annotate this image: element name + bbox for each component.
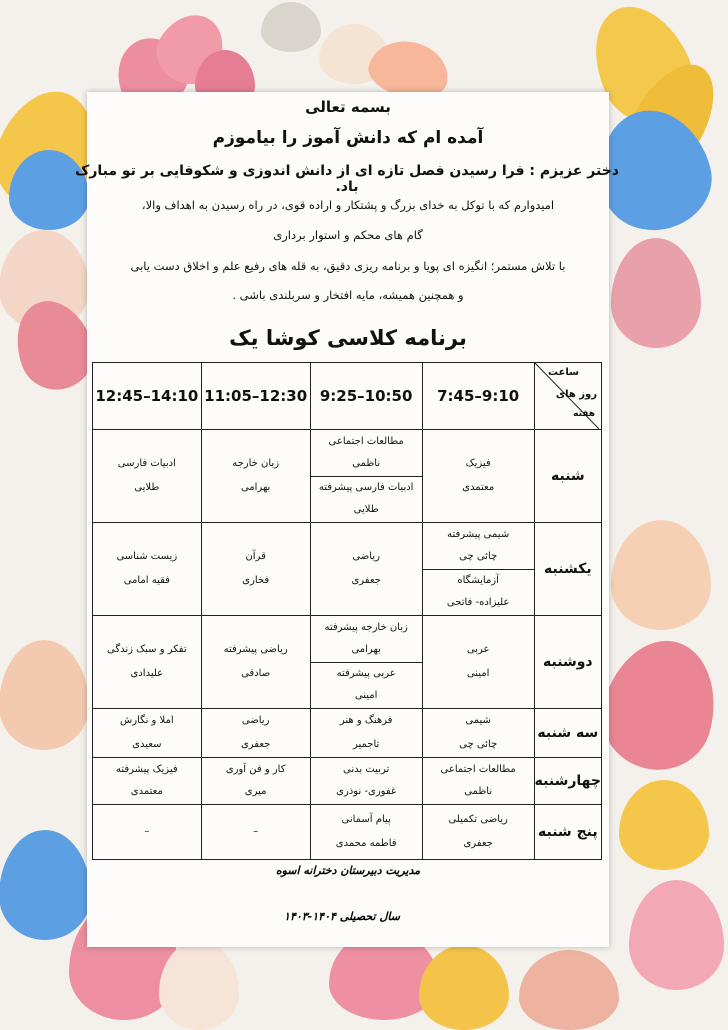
class-cell <box>423 430 535 523</box>
motto-heading: آمده ام که دانش آموز را بیاموزم <box>213 128 485 148</box>
subject: فیزیک پیشرفته <box>117 764 179 775</box>
table-row <box>94 709 603 758</box>
teacher: معتمدی <box>463 482 496 493</box>
class-cell <box>94 805 203 860</box>
class-cell <box>423 569 535 616</box>
class-cell <box>202 616 311 709</box>
subject: زبان خارجه <box>233 458 281 469</box>
teacher: ناظمی <box>465 786 494 797</box>
teacher: چائی چی <box>460 739 499 750</box>
subject: کار و فن آوری <box>226 764 287 775</box>
schedule-table <box>93 362 603 860</box>
day-cell: شنبه <box>535 430 602 523</box>
class-cell <box>94 523 203 616</box>
academic-year: سال تحصیلی ۱۴۰۴-۱۴۰۳ <box>285 910 401 923</box>
corner-days-label: روز های <box>556 389 598 400</box>
class-cell <box>311 430 423 477</box>
class-cell <box>311 805 423 860</box>
table-row <box>94 523 603 570</box>
teacher: علیدادی <box>131 668 165 679</box>
teacher: فخاری <box>243 575 271 586</box>
class-cell <box>423 758 535 805</box>
time-header: 12:45–14:10 <box>94 363 203 430</box>
teacher: جعفری <box>241 739 272 750</box>
subject: ریاضی <box>242 715 271 726</box>
time-header: 9:25–10:50 <box>311 363 423 430</box>
day-cell: یکشنبه <box>535 523 602 616</box>
corner-time-label: ساعت <box>548 367 580 378</box>
teacher: طلایی <box>135 482 161 493</box>
table-row <box>94 805 603 860</box>
teacher: فاطمه محمدی <box>336 838 398 849</box>
teacher: چائی چی <box>460 550 499 562</box>
subject: عربی پیشرفته <box>337 668 397 680</box>
teacher: بهرامی <box>241 482 272 493</box>
subject: ریاضی پیشرفته <box>224 644 289 655</box>
subject: تفکر و سبک زندگی <box>108 644 188 655</box>
subject: شیمی <box>466 715 492 726</box>
class-cell <box>423 523 535 570</box>
message-line-3: با تلاش مستمر؛ انگیزه ای پویا و برنامه ریزی دقیق، به قله های رفیع علم و اخلاق دست یابی <box>131 259 567 273</box>
subject: املا و نگارش <box>120 715 175 726</box>
class-cell <box>94 709 203 758</box>
table-row <box>94 616 603 663</box>
class-cell <box>311 662 423 709</box>
class-cell <box>202 430 311 523</box>
greeting-line: دختر عزیزم : فرا رسیدن فصل تازه ای از دانش اندوزی و شکوفایی بر تو مبارک باد. <box>76 163 620 195</box>
teacher: فقیه امامی <box>124 575 171 586</box>
time-header: 7:45–9:10 <box>423 363 535 430</box>
subject: آزمایشگاه <box>458 575 500 587</box>
subject: فیزیک <box>466 458 492 469</box>
teacher: صادقی <box>242 668 272 679</box>
school-signature: مدیریت دبیرستان دخترانه اسوه <box>276 864 422 877</box>
subject: ریاضی تکمیلی <box>449 814 509 825</box>
subject: ادبیات فارسی پیشرفته <box>319 482 415 494</box>
subject: عربی <box>467 644 491 655</box>
teacher: علیزاده- فاتحی <box>447 597 511 609</box>
class-cell <box>311 758 423 805</box>
teacher: غفوری- نوذری <box>337 786 398 797</box>
subject: فرهنگ و هنر <box>340 715 394 726</box>
subject: مطالعات اجتماعی <box>329 435 405 447</box>
class-cell <box>423 616 535 709</box>
table-row <box>94 758 603 805</box>
class-cell <box>94 758 203 805</box>
subject: ادبیات فارسی <box>118 458 177 469</box>
day-cell: چهارشنبه <box>535 758 602 805</box>
subject: پیام آسمانی <box>342 814 392 825</box>
teacher: امینی <box>355 690 379 702</box>
class-cell <box>202 758 311 805</box>
teacher: تاجمیر <box>353 739 381 750</box>
schedule-title: برنامه کلاسی کوشا یک <box>230 326 468 350</box>
class-cell <box>311 523 423 616</box>
subject: زیست شناسی <box>117 551 179 562</box>
subject: مطالعات اجتماعی <box>441 764 517 775</box>
subject: ریاضی <box>353 551 381 562</box>
subject: تربیت بدنی <box>344 764 391 775</box>
class-cell <box>202 523 311 616</box>
class-cell <box>202 709 311 758</box>
teacher: معتمدی <box>131 786 164 797</box>
empty-slot: – <box>254 826 260 837</box>
class-cell <box>311 616 423 663</box>
class-cell <box>94 430 203 523</box>
class-cell <box>423 709 535 758</box>
time-header: 11:05–12:30 <box>202 363 311 430</box>
teacher: ناظمی <box>353 457 382 469</box>
table-header-row <box>94 363 603 430</box>
class-cell <box>311 476 423 523</box>
empty-slot: – <box>145 826 151 837</box>
message-line-2: گام های محکم و استوار برداری <box>274 228 424 242</box>
message-line-1: امیدوارم که با توکل به خدای بزرگ و پشتکار و اراده قوی، در راه رسیدن به اهداف والا، <box>142 198 556 212</box>
day-cell: پنج شنبه <box>535 805 602 860</box>
class-cell <box>423 805 535 860</box>
schedule-sheet <box>76 92 620 947</box>
corner-cell <box>535 363 602 430</box>
teacher: جعفری <box>352 575 382 586</box>
teacher: جعفری <box>464 838 494 849</box>
subject: شیمی پیشرفته <box>448 528 511 540</box>
day-cell: دوشنبه <box>535 616 602 709</box>
teacher: بهرامی <box>352 643 382 655</box>
basmala-heading: بسمه تعالی <box>306 98 392 116</box>
teacher: سعیدی <box>133 739 163 750</box>
teacher: امینی <box>467 668 491 679</box>
day-cell: سه شنبه <box>535 709 602 758</box>
class-cell <box>311 709 423 758</box>
subject: قرآن <box>246 551 267 562</box>
teacher: طلایی <box>354 504 380 516</box>
teacher: میری <box>245 786 268 797</box>
table-row <box>94 430 603 477</box>
class-cell <box>94 616 203 709</box>
corner-week-label: هفته <box>574 409 596 419</box>
message-line-4: و همچنین همیشه، مایه افتخار و سربلندی باشی . <box>233 288 465 302</box>
subject: زبان خارجه پیشرفته <box>325 621 409 633</box>
class-cell <box>202 805 311 860</box>
